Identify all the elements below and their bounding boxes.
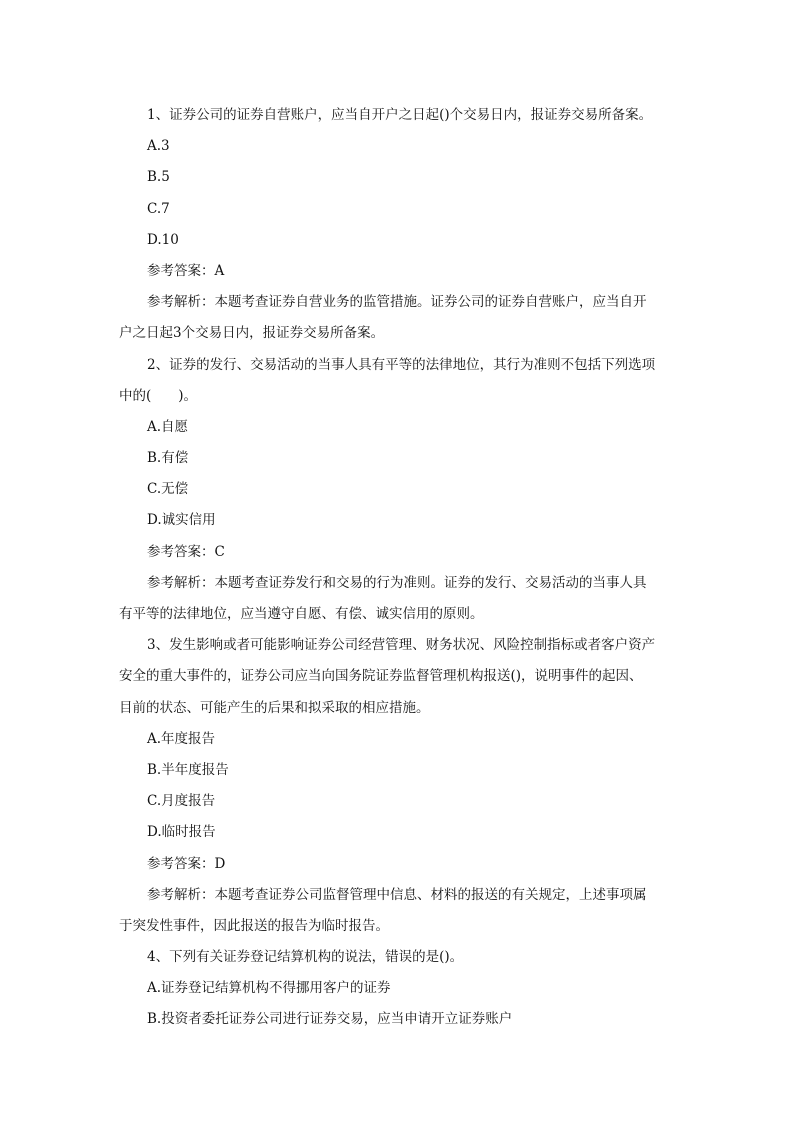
question-3-option-c: C.月度报告 — [147, 793, 216, 810]
question-4-stem: 4、下列有关证券登记结算机构的说法，错误的是()。 — [147, 949, 464, 966]
question-2-answer: 参考答案：C — [147, 543, 225, 560]
question-2-option-c: C.无偿 — [147, 481, 189, 498]
question-3-stem: 3、发生影响或者可能影响证券公司经营管理、财务状况、风险控制指标或者客户资产 — [147, 637, 656, 654]
question-1-option-c: C.7 — [147, 200, 170, 217]
question-3-explanation: 参考解析：本题考查证券公司监督管理中信息、材料的报送的有关规定，上述事项属 — [147, 886, 647, 903]
question-1-stem: 1、证券公司的证券自营账户，应当自开户之日起()个交易日内，报证券交易所备案。 — [147, 107, 653, 123]
question-2-explanation: 参考解析：本题考查证券发行和交易的行为准则。证券的发行、交易活动的当事人具 — [147, 574, 647, 591]
document-body — [119, 100, 675, 1036]
question-1-answer: 参考答案：A — [147, 262, 225, 279]
question-3-stem-cont-2: 目前的状态、可能产生的后果和拟采取的相应措施。 — [119, 699, 430, 716]
question-3-option-a: A.年度报告 — [147, 730, 216, 747]
question-3-explanation-cont: 于突发性事件，因此报送的报告为临时报告。 — [119, 917, 389, 934]
question-2-option-a: A.自愿 — [147, 418, 189, 435]
question-1-explanation-cont: 户之日起3个交易日内，报证券交易所备案。 — [119, 325, 385, 342]
question-3-answer: 参考答案：D — [147, 855, 226, 872]
question-4-option-a: A.证券登记结算机构不得挪用客户的证券 — [147, 980, 391, 997]
question-2-option-d: D.诚实信用 — [147, 512, 216, 529]
question-4-option-b: B.投资者委托证券公司进行证券交易，应当申请开立证券账户 — [147, 1011, 513, 1028]
question-3-option-b: B.半年度报告 — [147, 761, 229, 778]
question-3-option-d: D.临时报告 — [147, 824, 216, 841]
question-1-option-d: D.10 — [147, 231, 179, 248]
question-3-stem-cont-1: 安全的重大事件的，证券公司应当向国务院证券监督管理机构报送()，说明事件的起因、 — [119, 668, 643, 685]
question-2-stem: 2、证券的发行、交易活动的当事人具有平等的法律地位，其行为准则不包括下列选项 — [147, 356, 656, 373]
question-2-stem-cont: 中的( )。 — [119, 387, 198, 404]
question-1-option-b: B.5 — [147, 169, 170, 186]
question-2-option-b: B.有偿 — [147, 450, 189, 467]
question-2-explanation-cont: 有平等的法律地位，应当遵守自愿、有偿、诚实信用的原则。 — [119, 606, 484, 622]
question-1-option-a: A.3 — [147, 138, 170, 155]
question-1-explanation: 参考解析：本题考查证券自营业务的监管措施。证券公司的证券自营账户，应当自开 — [147, 294, 647, 311]
